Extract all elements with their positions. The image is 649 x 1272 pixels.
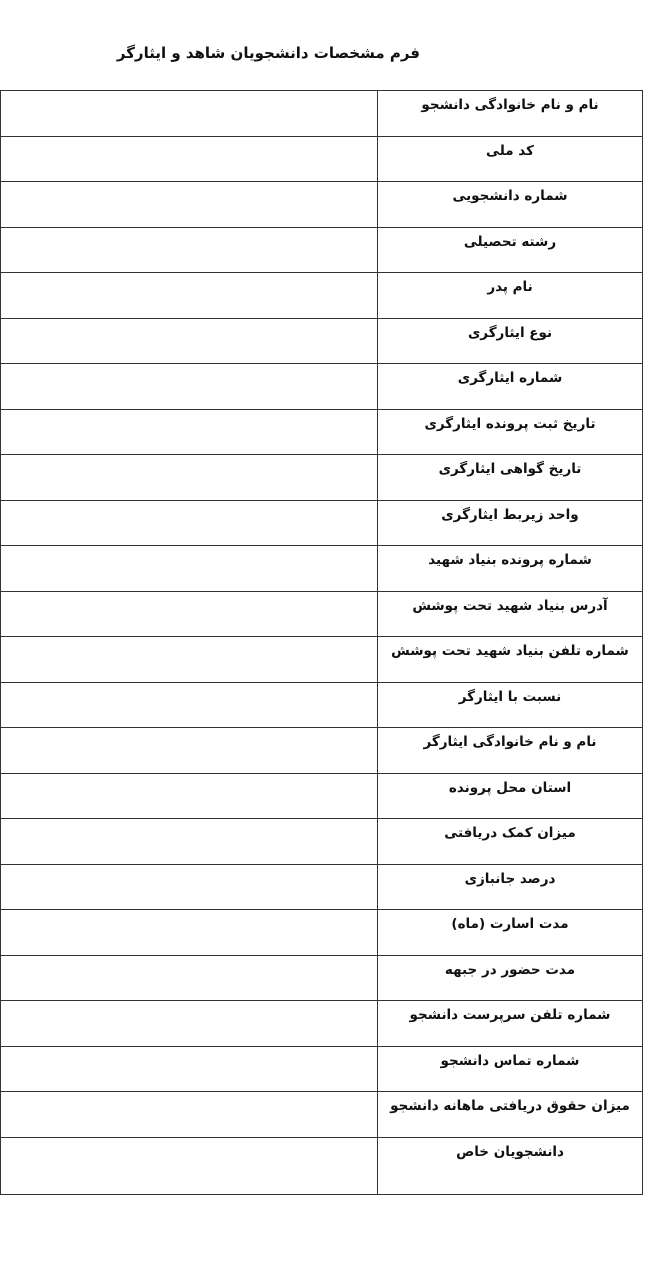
field-value-cell[interactable] xyxy=(1,955,378,1001)
field-label: شماره ایثارگری xyxy=(378,364,643,410)
field-value-cell[interactable] xyxy=(1,364,378,410)
field-label: آدرس بنیاد شهید تحت پوشش xyxy=(378,591,643,637)
table-row xyxy=(1,864,643,910)
field-value-cell[interactable] xyxy=(1,910,378,956)
field-label: نوع ایثارگری xyxy=(378,318,643,364)
field-label: شماره دانشجویی xyxy=(378,182,643,228)
field-value-cell[interactable] xyxy=(1,682,378,728)
field-value-cell[interactable] xyxy=(1,728,378,774)
field-value-cell[interactable] xyxy=(1,773,378,819)
field-label: استان محل پرونده xyxy=(378,773,643,819)
table-row xyxy=(1,1137,643,1194)
table-row xyxy=(1,409,643,455)
table-row xyxy=(1,728,643,774)
field-value-cell[interactable] xyxy=(1,318,378,364)
field-value-cell[interactable] xyxy=(1,409,378,455)
form-title: فرم مشخصات دانشجویان شاهد و ایثارگر xyxy=(116,44,420,62)
table-row xyxy=(1,910,643,956)
field-value-cell[interactable] xyxy=(1,227,378,273)
form-table xyxy=(0,90,643,1195)
field-label: میزان حقوق دریافتی ماهانه دانشجو xyxy=(378,1092,643,1138)
field-label: تاریخ ثبت پرونده ایثارگری xyxy=(378,409,643,455)
table-row xyxy=(1,136,643,182)
field-label: میزان کمک دریافتی xyxy=(378,819,643,865)
field-value-cell[interactable] xyxy=(1,1046,378,1092)
table-row xyxy=(1,773,643,819)
field-value-cell[interactable] xyxy=(1,637,378,683)
table-row xyxy=(1,1001,643,1047)
field-label: مدت اسارت (ماه) xyxy=(378,910,643,956)
table-row xyxy=(1,637,643,683)
field-value-cell[interactable] xyxy=(1,1137,378,1194)
field-label: دانشجویان خاص xyxy=(378,1137,643,1194)
field-value-cell[interactable] xyxy=(1,546,378,592)
table-row xyxy=(1,546,643,592)
field-value-cell[interactable] xyxy=(1,819,378,865)
field-label: درصد جانبازی xyxy=(378,864,643,910)
table-row xyxy=(1,955,643,1001)
field-label: نسبت با ایثارگر xyxy=(378,682,643,728)
table-row xyxy=(1,227,643,273)
field-label: واحد زیربط ایثارگری xyxy=(378,500,643,546)
table-row xyxy=(1,455,643,501)
field-value-cell[interactable] xyxy=(1,273,378,319)
field-value-cell[interactable] xyxy=(1,136,378,182)
field-value-cell[interactable] xyxy=(1,1001,378,1047)
field-value-cell[interactable] xyxy=(1,591,378,637)
table-row xyxy=(1,819,643,865)
field-label: کد ملی xyxy=(378,136,643,182)
table-row xyxy=(1,182,643,228)
field-label: نام و نام خانوادگی دانشجو xyxy=(378,91,643,137)
table-row xyxy=(1,364,643,410)
field-value-cell[interactable] xyxy=(1,91,378,137)
field-value-cell[interactable] xyxy=(1,455,378,501)
table-row xyxy=(1,500,643,546)
form-table-body xyxy=(1,91,643,1195)
field-value-cell[interactable] xyxy=(1,1092,378,1138)
table-row xyxy=(1,1092,643,1138)
table-row xyxy=(1,591,643,637)
field-label: نام و نام خانوادگی ایثارگر xyxy=(378,728,643,774)
field-value-cell[interactable] xyxy=(1,864,378,910)
field-label: شماره تلفن بنیاد شهید تحت پوشش xyxy=(378,637,643,683)
field-label: شماره پرونده بنیاد شهید xyxy=(378,546,643,592)
field-label: شماره تلفن سرپرست دانشجو xyxy=(378,1001,643,1047)
table-row xyxy=(1,682,643,728)
table-row xyxy=(1,91,643,137)
field-value-cell[interactable] xyxy=(1,500,378,546)
field-label: رشته تحصیلی xyxy=(378,227,643,273)
field-label: نام پدر xyxy=(378,273,643,319)
field-label: تاریخ گواهی ایثارگری xyxy=(378,455,643,501)
field-value-cell[interactable] xyxy=(1,182,378,228)
field-label: مدت حضور در جبهه xyxy=(378,955,643,1001)
table-row xyxy=(1,1046,643,1092)
table-row xyxy=(1,273,643,319)
table-row xyxy=(1,318,643,364)
field-label: شماره تماس دانشجو xyxy=(378,1046,643,1092)
